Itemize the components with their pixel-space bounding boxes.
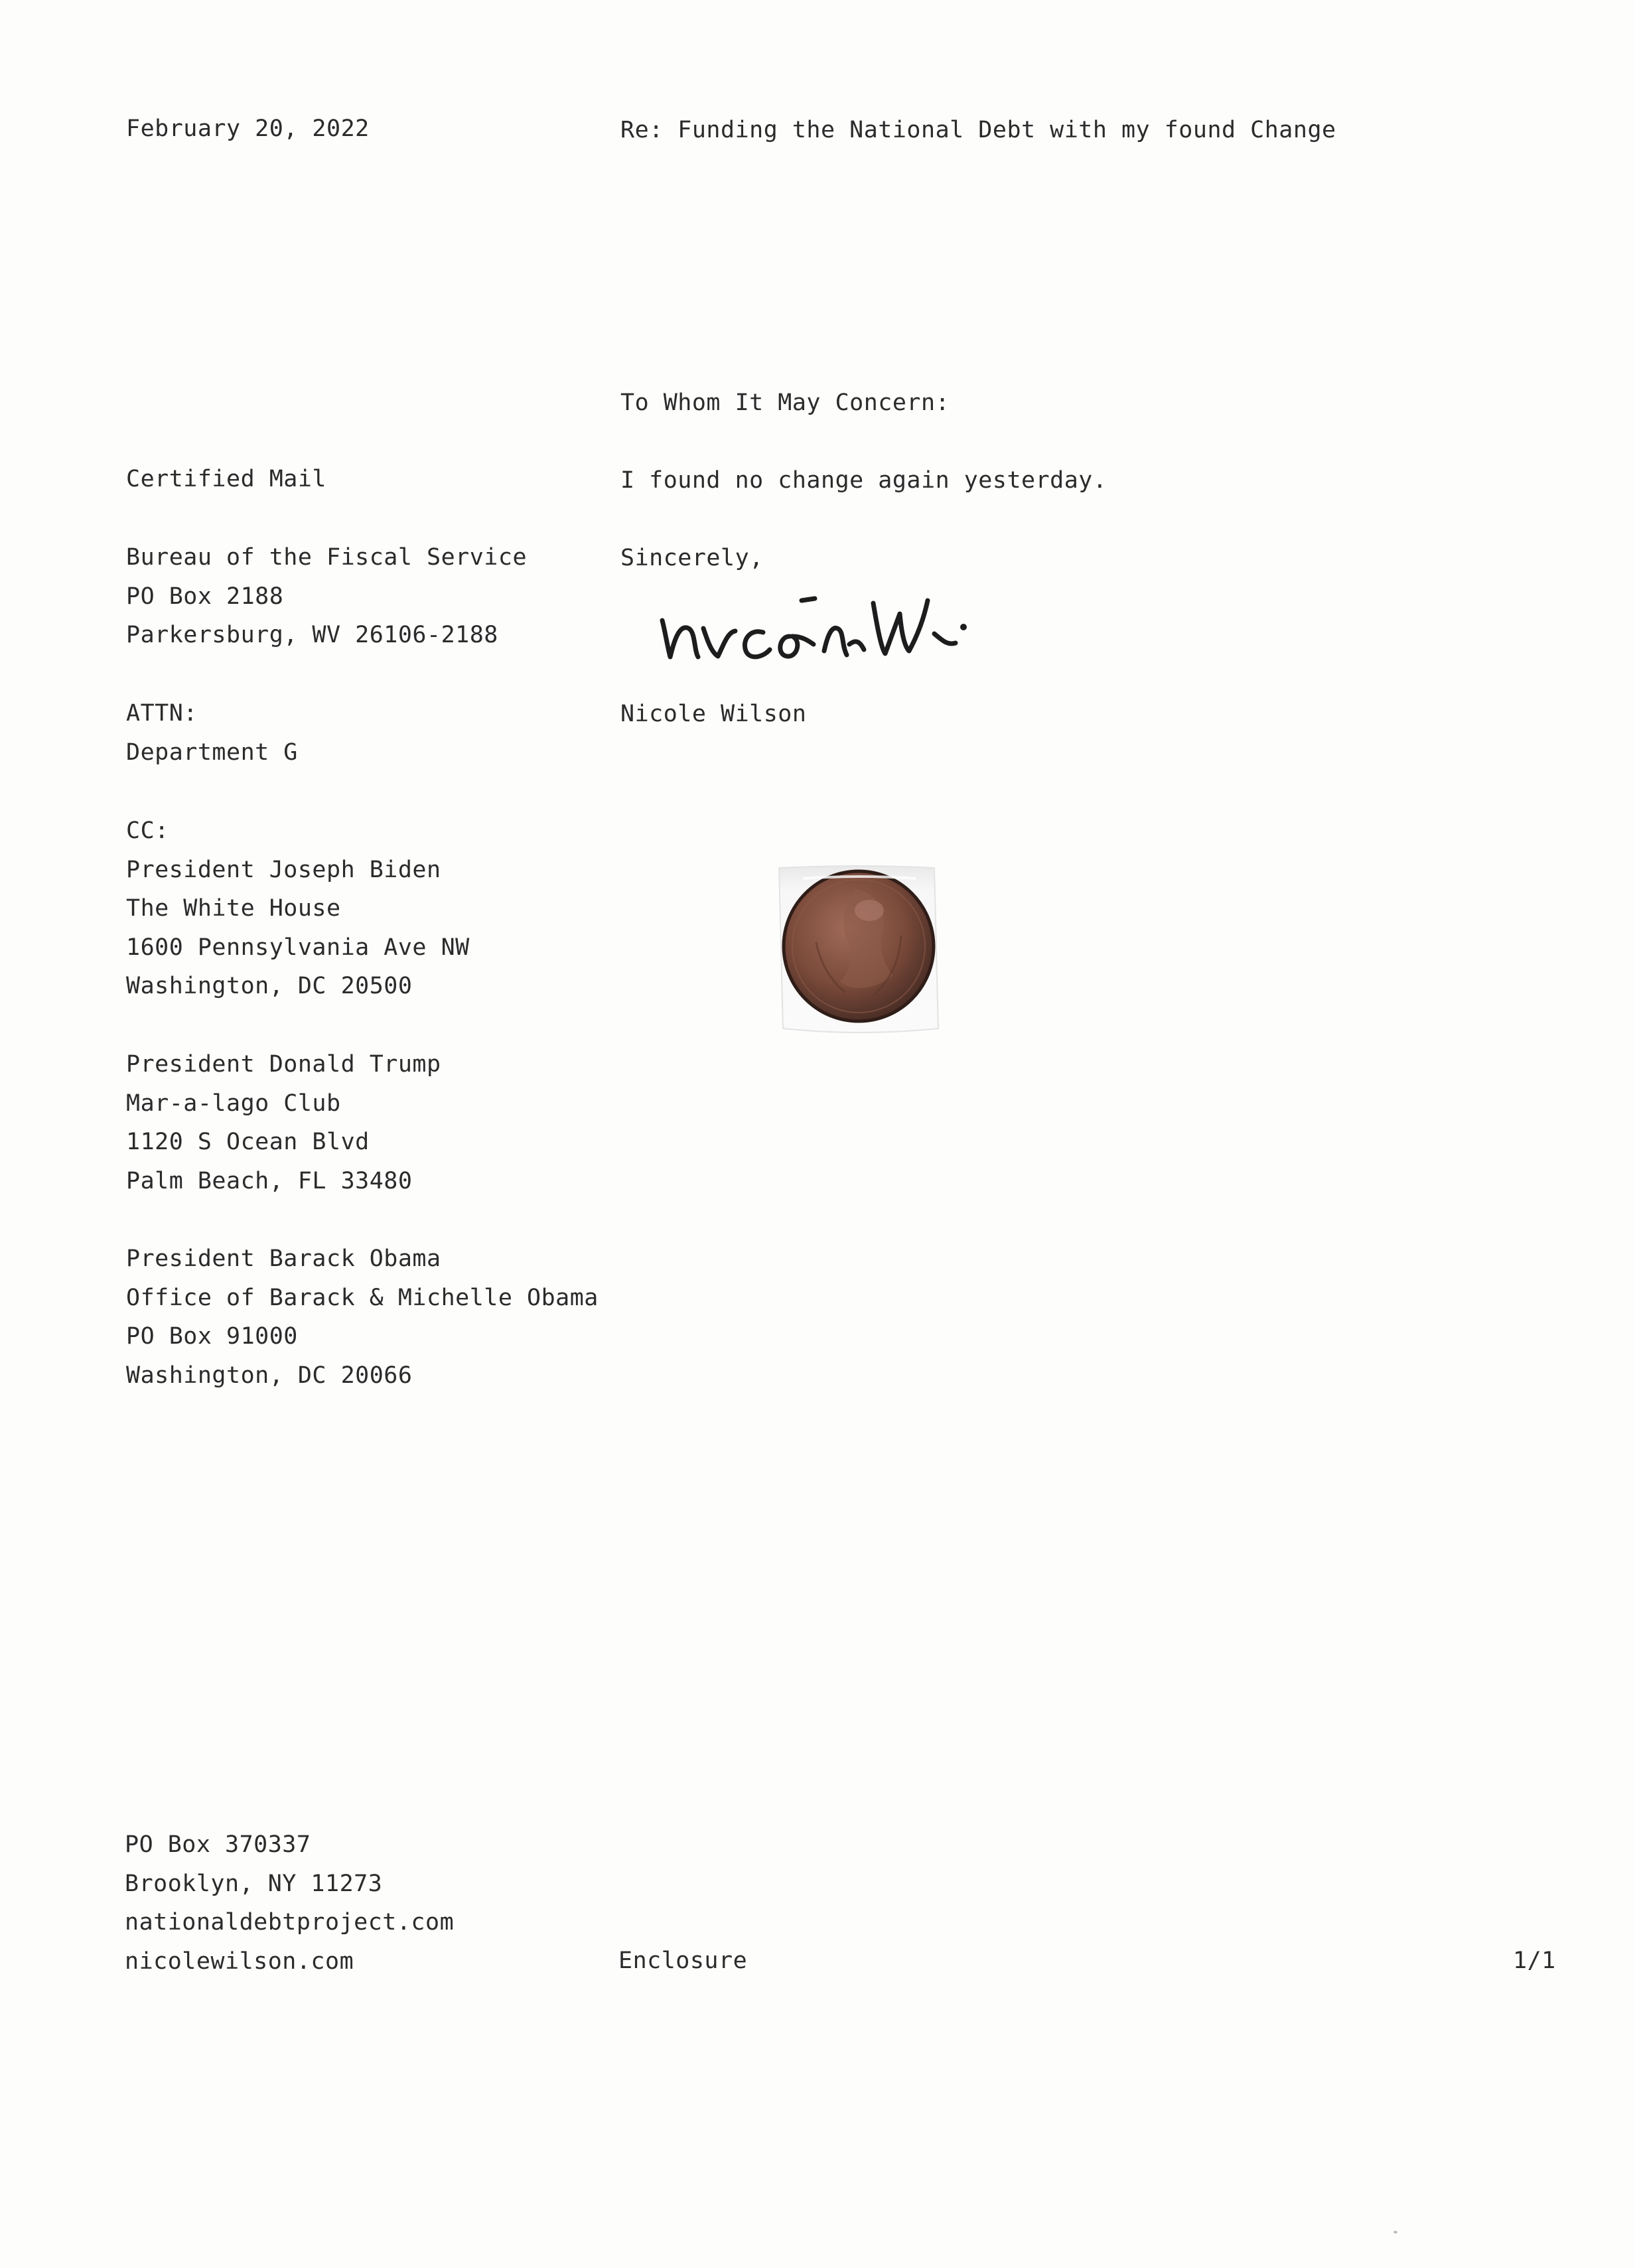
recipient-line: Parkersburg, WV 26106-2188 <box>126 622 498 648</box>
cc-line: 1120 S Ocean Blvd <box>126 1129 370 1155</box>
return-address-line: PO Box 370337 <box>125 1831 311 1858</box>
attn-department: Department G <box>126 739 298 766</box>
attn-label: ATTN: <box>126 700 198 727</box>
website-link[interactable]: nicolewilson.com <box>125 1948 354 1975</box>
cc-line: PO Box 91000 <box>126 1323 298 1350</box>
scan-speck <box>1393 2231 1397 2233</box>
signer-name: Nicole Wilson <box>620 701 807 727</box>
cc-line: The White House <box>126 895 341 922</box>
cc-line: President Barack Obama <box>126 1245 441 1272</box>
cc-line: President Joseph Biden <box>126 856 441 883</box>
cc-line: Washington, DC 20066 <box>126 1362 413 1389</box>
recipient-address <box>126 538 527 655</box>
cc-line: President Donald Trump <box>126 1051 441 1078</box>
message-body: I found no change again yesterday. <box>620 467 1107 494</box>
salutation: To Whom It May Concern: <box>620 390 950 416</box>
cc-block-biden <box>126 812 470 1006</box>
cc-label: CC: <box>126 817 169 844</box>
attn-block <box>126 694 298 772</box>
website-link[interactable]: nationaldebtproject.com <box>125 1909 455 1936</box>
cc-line: Washington, DC 20500 <box>126 973 413 999</box>
cc-line: Office of Barack & Michelle Obama <box>126 1284 599 1311</box>
delivery-method: Certified Mail <box>126 466 327 492</box>
page-number: 1/1 <box>1513 1948 1556 1974</box>
handwritten-signature <box>657 567 1015 673</box>
cc-line: Palm Beach, FL 33480 <box>126 1167 413 1194</box>
cc-line: Mar-a-lago Club <box>126 1090 341 1117</box>
enclosure-label: Enclosure <box>618 1948 748 1974</box>
letter-date: February 20, 2022 <box>126 115 370 142</box>
closing: Sincerely, <box>620 545 764 571</box>
cc-block-trump <box>126 1045 441 1200</box>
recipient-line: Bureau of the Fiscal Service <box>126 544 528 571</box>
cc-block-obama <box>126 1240 599 1395</box>
return-address-line: Brooklyn, NY 11273 <box>125 1870 383 1897</box>
cc-line: 1600 Pennsylvania Ave NW <box>126 934 470 961</box>
enclosed-penny-image <box>776 863 942 1042</box>
letter-subject: Re: Funding the National Debt with my found Change <box>620 117 1336 143</box>
return-address <box>125 1825 454 1981</box>
recipient-line: PO Box 2188 <box>126 583 284 610</box>
